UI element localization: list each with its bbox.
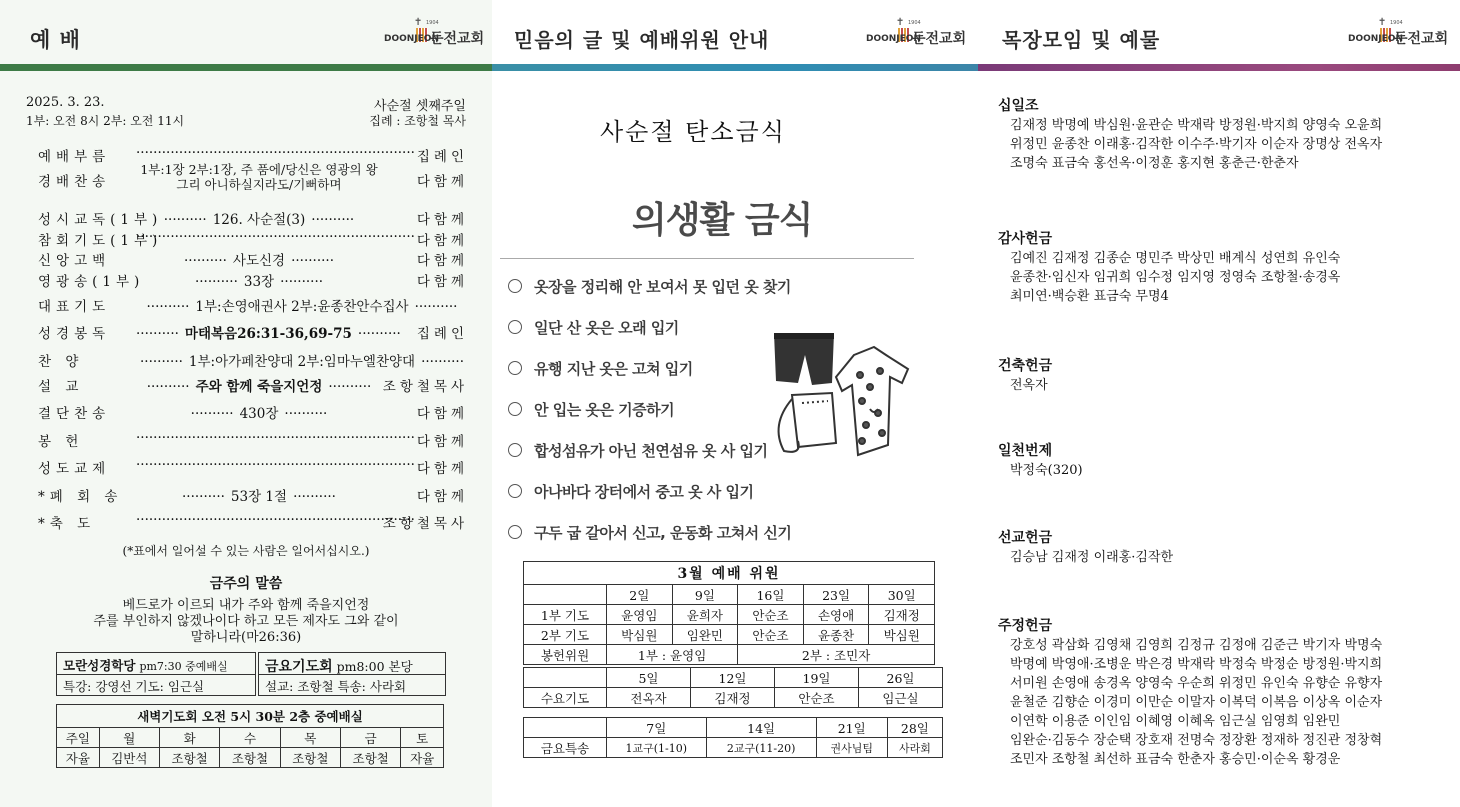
dawn-leader: 조항철	[220, 748, 280, 768]
table-cell: 2교구(11-20)	[706, 738, 816, 758]
fast-item-text: 옷장을 정리해 안 보여서 못 입던 옷 찾기	[534, 278, 791, 296]
offering-line: 이연학 이용준 이인임 이혜영 이혜옥 임근실 임영희 임완민	[1010, 714, 1341, 729]
dawn-leader: 자율	[401, 748, 444, 768]
fast-item-text: 합성섬유가 아닌 천연섬유 옷 사 입기	[534, 442, 768, 460]
service-times: 1부: 오전 8시 2부: 오전 11시	[26, 114, 185, 128]
order-row	[38, 430, 468, 454]
order-item-content	[136, 350, 468, 370]
table-cell: 임근실	[859, 688, 943, 708]
bible-school-title: 모란성경학당	[63, 658, 136, 673]
order-item-name: 성도교제	[38, 461, 111, 477]
duty-cell: 손영애	[803, 605, 869, 625]
cross-icon: ✝	[1378, 17, 1387, 28]
wednesday-table	[523, 667, 943, 708]
circle-icon	[508, 279, 522, 293]
order-item-content	[136, 430, 415, 446]
order-item-content	[136, 512, 415, 528]
worship-header	[0, 0, 492, 70]
order-item-content	[136, 229, 415, 245]
duty-roster-title: 3월 예배 위원	[524, 562, 935, 585]
verse-text	[0, 598, 492, 646]
verse-title: 금주의 말씀	[209, 576, 283, 592]
table-date: 21일	[816, 718, 887, 738]
table-date: 26일	[859, 668, 943, 688]
order-item-name: 경배찬송	[38, 174, 111, 190]
offering-names	[1010, 548, 1450, 567]
offering-names	[1010, 249, 1450, 306]
dawn-leader: 조항철	[280, 748, 340, 768]
church-logo	[866, 17, 967, 54]
duty-cell: 윤종찬	[803, 625, 869, 645]
fast-title: 사순절 탄소금식	[600, 118, 786, 146]
offering-title: 십일조	[998, 98, 1039, 114]
order-row	[38, 512, 468, 536]
fast-item-text: 유행 지난 옷은 고쳐 입기	[534, 360, 693, 378]
bible-school-time: pm7:30 중예배실	[139, 660, 228, 673]
order-item-detail: 마태복음26:31-36,69-75	[184, 326, 352, 342]
duty-label: 1부 기도	[524, 605, 607, 625]
friday-dates-row	[524, 718, 943, 738]
order-item-detail: 126. 사순절(3)	[212, 212, 306, 228]
table-date: 7일	[607, 718, 707, 738]
offering-panel	[978, 0, 1460, 807]
faith-panel	[492, 0, 978, 807]
wednesday-dates-row	[524, 668, 943, 688]
order-item-name: *폐 회 송	[38, 489, 123, 505]
duty-date: 9일	[672, 585, 738, 605]
circle-icon	[508, 525, 522, 539]
leader-dots: ··········	[357, 326, 401, 342]
duty-cell: 안순조	[738, 625, 804, 645]
logo-korean: 둔전교회	[430, 31, 485, 47]
dawn-prayer-table	[56, 704, 444, 768]
offering-title: 감사헌금	[998, 231, 1053, 247]
fast-item	[508, 481, 753, 502]
offering-title: 주정헌금	[998, 618, 1053, 634]
header-bar	[492, 64, 978, 71]
leader-dots: ··········	[291, 253, 334, 269]
order-item-name: 성시교독(1부)	[38, 212, 163, 228]
offering-header	[978, 0, 1460, 70]
logo-year: 1904	[1390, 20, 1403, 26]
leader-dots: ··········	[183, 253, 227, 269]
order-item-leader: 다함께	[416, 233, 468, 249]
circle-icon	[508, 484, 522, 498]
leader-dots: ··········	[146, 299, 190, 315]
offering-line: 서미원 손영애 송경옥 양영숙 우순희 위정민 유인숙 유향순 유향자	[1010, 676, 1383, 691]
offering-line: 임완순·김동수 장순택 장호재 전명숙 정장환 정재하 정진관 정창혁	[1010, 733, 1383, 748]
duty-cell: 2부 : 조민자	[738, 645, 935, 665]
offering-line: 윤종찬·임신자 임귀희 임수정 임지영 정영숙 조항철·송경옥	[1010, 270, 1341, 285]
duty-row	[524, 645, 935, 665]
circle-icon	[508, 361, 522, 375]
fast-item-text: 일단 산 옷은 오래 입기	[534, 319, 679, 337]
order-row	[38, 485, 468, 509]
order-row	[38, 270, 468, 294]
offering-line: 박명예 박영애·조병운 박은경 박재락 박정숙 박정순 방정원·박지희	[1010, 657, 1383, 672]
order-item-detail: 사도신경	[232, 253, 286, 269]
leader-dots: ··········	[284, 406, 328, 422]
order-item-leader: 조항철목사	[382, 379, 468, 395]
leader-dots: ··········	[190, 406, 234, 422]
friday-prayer-title: 금요기도회	[265, 659, 333, 675]
order-item-name: 설 교	[38, 379, 84, 395]
table-date: 28일	[887, 718, 942, 738]
dawn-day: 수	[220, 728, 280, 748]
offering-title: 건축헌금	[998, 358, 1053, 374]
dawn-leaders-row	[57, 748, 444, 768]
dawn-leader: 자율	[57, 748, 100, 768]
dawn-day: 금	[340, 728, 400, 748]
bible-school-detail: 특강: 강영선 기도: 임근실	[63, 679, 205, 694]
duty-date: 2일	[607, 585, 673, 605]
fast-item	[508, 399, 674, 420]
cross-icon: ✝	[414, 17, 423, 28]
offering-line: 강호성 곽삼화 김영채 김영희 김정규 김정애 김준근 박기자 박명숙	[1010, 638, 1383, 653]
order-item-leader: 다함께	[416, 274, 468, 290]
table-cell: 전옥자	[607, 688, 691, 708]
table-cell: 김재정	[691, 688, 775, 708]
order-row	[38, 375, 468, 399]
table-label: 수요기도	[524, 688, 607, 708]
order-item-name: 예배부름	[38, 149, 111, 165]
order-row	[38, 402, 468, 426]
leader-dots: ··········	[280, 274, 324, 290]
duty-cell: 박심원	[607, 625, 673, 645]
order-item-content: 1부:1장 2부:1장, 주 품에/당신은 영광의 왕 그리 아니하실지라도/기뻐하며	[140, 162, 378, 192]
leader-dots: ··········	[139, 354, 183, 370]
standing-note: (*표에서 일어설 수 있는 사람은 일어서십시오.)	[122, 544, 370, 558]
fast-item-text: 구두 굽 갈아서 신고, 운동화 고쳐서 신기	[534, 524, 792, 542]
order-item-name: 성경봉독	[38, 326, 111, 342]
leader-dots: ··········	[182, 489, 225, 505]
leader-dots: ·································································	[136, 512, 415, 528]
order-item-name: 대표기도	[38, 299, 111, 315]
offering-names	[1010, 636, 1450, 769]
offering-names	[1010, 116, 1450, 173]
clothes-illustration	[762, 325, 922, 475]
leader-dots: ·································································	[136, 457, 415, 473]
order-item-content	[136, 457, 415, 473]
fast-item	[508, 522, 791, 543]
order-item-leader: 집례인	[416, 149, 468, 165]
friday-prayer-time: pm8:00 본당	[336, 659, 413, 674]
duty-roster-table	[523, 561, 935, 665]
table-cell: 1교구(1-10)	[607, 738, 707, 758]
duty-row	[524, 625, 935, 645]
duty-dates-row	[524, 585, 935, 605]
circle-icon	[508, 402, 522, 416]
faith-header-title: 믿음의 글 및 예배위원 안내	[514, 28, 770, 52]
dawn-leader: 조항철	[340, 748, 400, 768]
order-item-leader: 다함께	[416, 253, 468, 269]
dawn-leader: 조항철	[159, 748, 219, 768]
order-row	[38, 162, 468, 194]
table-date: 14일	[706, 718, 816, 738]
officiant: 집례 : 조항철 목사	[369, 114, 466, 128]
table-cell: 안순조	[775, 688, 859, 708]
leader-dots: ··········	[328, 379, 372, 395]
order-row	[38, 322, 468, 346]
logo-korean: 둔전교회	[912, 31, 967, 47]
order-item-name: *축 도	[38, 516, 96, 532]
order-row	[38, 295, 468, 319]
table-cell: 권사님팀	[816, 738, 887, 758]
duty-label: 2부 기도	[524, 625, 607, 645]
order-item-detail: 33장	[243, 274, 275, 290]
logo-english: DOONJEON	[384, 34, 439, 44]
duty-cell: 김재정	[869, 605, 935, 625]
offering-names	[1010, 461, 1450, 480]
table-corner	[524, 668, 607, 688]
order-item-content	[136, 402, 382, 422]
offering-title: 선교헌금	[998, 530, 1053, 546]
duty-cell: 박심원	[869, 625, 935, 645]
leader-dots: ··········	[146, 379, 190, 395]
dawn-day: 토	[401, 728, 444, 748]
bag-icon	[779, 393, 836, 452]
divider	[500, 258, 914, 259]
fast-item	[508, 276, 791, 297]
fast-item	[508, 358, 693, 379]
fast-item-text: 아나바다 장터에서 중고 옷 사 입기	[534, 483, 754, 501]
order-item-content	[136, 145, 415, 161]
dawn-day: 목	[280, 728, 340, 748]
dawn-day: 화	[159, 728, 219, 748]
cross-icon: ✝	[896, 17, 905, 28]
order-item-content	[136, 249, 382, 269]
friday-table	[523, 717, 943, 758]
table-cell: 사라회	[887, 738, 942, 758]
order-item-content	[136, 375, 382, 395]
service-date: 2025. 3. 23.	[26, 95, 105, 110]
header-bar	[0, 64, 492, 71]
order-item-detail: 53장 1절	[230, 489, 288, 505]
offering-line: 최미연·백승환 표금숙 무명4	[1010, 289, 1169, 304]
order-item-leader: 다함께	[416, 406, 468, 422]
offering-header-title: 목장모임 및 예물	[1002, 28, 1161, 52]
order-item-detail: 1부:손영애권사 2부:윤종찬안수집사	[195, 299, 409, 315]
leader-dots: ··········	[414, 299, 458, 315]
order-item-leader: 집례인	[416, 326, 468, 342]
offering-title: 일천번제	[998, 443, 1053, 459]
dawn-day: 월	[99, 728, 159, 748]
friday-row	[524, 738, 943, 758]
order-item-content	[136, 208, 382, 228]
table-date: 5일	[607, 668, 691, 688]
logo-year: 1904	[908, 20, 921, 26]
order-item-leader: 다함께	[416, 212, 468, 228]
offering-line: 전옥자	[1010, 378, 1048, 393]
fast-subtitle: 의생활 금식	[632, 200, 813, 241]
fast-item	[508, 317, 679, 338]
duty-cell: 윤영임	[607, 605, 673, 625]
order-item-leader: 조항철목사	[382, 516, 468, 532]
leader-dots: ·································································	[136, 430, 415, 446]
offering-line: 김재정 박명예 박심원·윤관순 박재락 방정원·박지희 양영숙 오윤희	[1010, 118, 1383, 133]
church-logo	[384, 17, 485, 54]
duty-cell: 안순조	[738, 605, 804, 625]
order-item-leader: 다함께	[416, 461, 468, 477]
fast-item	[508, 440, 767, 461]
duty-cell: 윤희자	[672, 605, 738, 625]
logo-english: DOONJEON	[866, 34, 921, 44]
bible-school-box	[56, 652, 256, 696]
order-row	[38, 457, 468, 481]
friday-prayer-box	[258, 652, 446, 696]
offering-line: 김승남 김재정 이래홍·김작한	[1010, 550, 1174, 565]
order-item-detail: 430장	[239, 406, 279, 422]
order-row	[38, 350, 468, 374]
order-item-name: 신앙고백	[38, 253, 111, 269]
duty-corner	[524, 585, 607, 605]
order-item-name: 찬 양	[38, 354, 84, 370]
order-item-content	[136, 270, 382, 290]
church-logo	[1348, 17, 1449, 54]
liturgical-season: 사순절 셋째주일	[373, 99, 466, 114]
order-item-leader: 다함께	[416, 434, 468, 450]
order-item-name: 참회기도(1부)	[38, 233, 163, 249]
order-item-name: 영광송(1부)	[38, 274, 145, 290]
dawn-leader: 김반석	[99, 748, 159, 768]
offering-names	[1010, 376, 1450, 395]
offering-line: 김예진 김재정 김종순 명민주 박상민 배계식 성연희 유인숙	[1010, 251, 1341, 266]
order-item-leader: 다함께	[416, 489, 468, 505]
duty-cell: 1부 : 윤영임	[607, 645, 738, 665]
header-bar	[978, 64, 1460, 71]
table-corner	[524, 718, 607, 738]
friday-prayer-detail: 설교: 조항철 특송: 사라회	[265, 679, 407, 694]
faith-header	[492, 0, 978, 70]
duty-row	[524, 605, 935, 625]
shorts-icon	[774, 333, 834, 385]
order-item-name: 결단찬송	[38, 406, 111, 422]
verse-line: 말하니라(마26:36)	[190, 630, 302, 645]
shirt-icon	[836, 347, 908, 455]
duty-cell: 임완민	[672, 625, 738, 645]
offering-line: 조민자 조항철 최선하 표금숙 한춘자 홍승민·이순옥 황경운	[1010, 752, 1341, 767]
leader-dots: ··········	[136, 326, 179, 342]
offering-line: 위정민 윤종찬 이래홍·김작한 이수주·박기자 이순자 장명상 전옥자	[1010, 137, 1383, 152]
fast-item-text: 안 입는 옷은 기증하기	[534, 401, 675, 419]
table-label: 금요특송	[524, 738, 607, 758]
circle-icon	[508, 320, 522, 334]
logo-korean: 둔전교회	[1394, 31, 1449, 47]
leader-dots: ·································································	[136, 229, 415, 245]
dawn-prayer-title: 새벽기도회 오전 5시 30분 2층 중예배실	[57, 705, 444, 728]
offering-line: 조명숙 표금숙 홍선옥·이정훈 홍지현 홍춘근·한춘자	[1010, 156, 1299, 171]
leader-dots: ·································································	[136, 145, 415, 161]
duty-date: 16일	[738, 585, 804, 605]
leader-dots: ··········	[194, 274, 238, 290]
order-item-content	[136, 295, 468, 315]
order-item-content	[136, 322, 401, 342]
order-item-detail: 주와 함께 죽을지언정	[195, 379, 323, 395]
offering-line: 박정숙(320)	[1010, 463, 1083, 478]
duty-date: 30일	[869, 585, 935, 605]
dawn-day: 주일	[57, 728, 100, 748]
logo-english: DOONJEON	[1348, 34, 1403, 44]
leader-dots: ··········	[163, 212, 207, 228]
order-item-leader: 다함께	[416, 174, 468, 190]
verse-line: 베드로가 이르되 내가 주와 함께 죽을지언정	[122, 598, 370, 613]
wednesday-row	[524, 688, 943, 708]
table-date: 12일	[691, 668, 775, 688]
circle-icon	[508, 443, 522, 457]
duty-label: 봉헌위원	[524, 645, 607, 665]
verse-line: 주를 부인하지 않겠나이다 하고 모든 제자도 그와 같이	[93, 614, 399, 629]
worship-panel	[0, 0, 492, 807]
leader-dots: ··········	[421, 354, 465, 370]
leader-dots: ··········	[311, 212, 355, 228]
duty-date: 23일	[803, 585, 869, 605]
order-item-detail: 1부:아가페찬양대 2부:임마누엘찬양대	[188, 354, 416, 370]
offering-line: 윤철준 김향순 이경미 이만순 이말자 이복덕 이복음 이상옥 이순자	[1010, 695, 1383, 710]
leader-dots: ··········	[293, 489, 336, 505]
logo-year: 1904	[426, 20, 439, 26]
order-item-content	[136, 485, 382, 505]
order-item-name: 봉 헌	[38, 434, 84, 450]
worship-header-title: 예 배	[30, 28, 81, 52]
dawn-days-row	[57, 728, 444, 748]
table-date: 19일	[775, 668, 859, 688]
